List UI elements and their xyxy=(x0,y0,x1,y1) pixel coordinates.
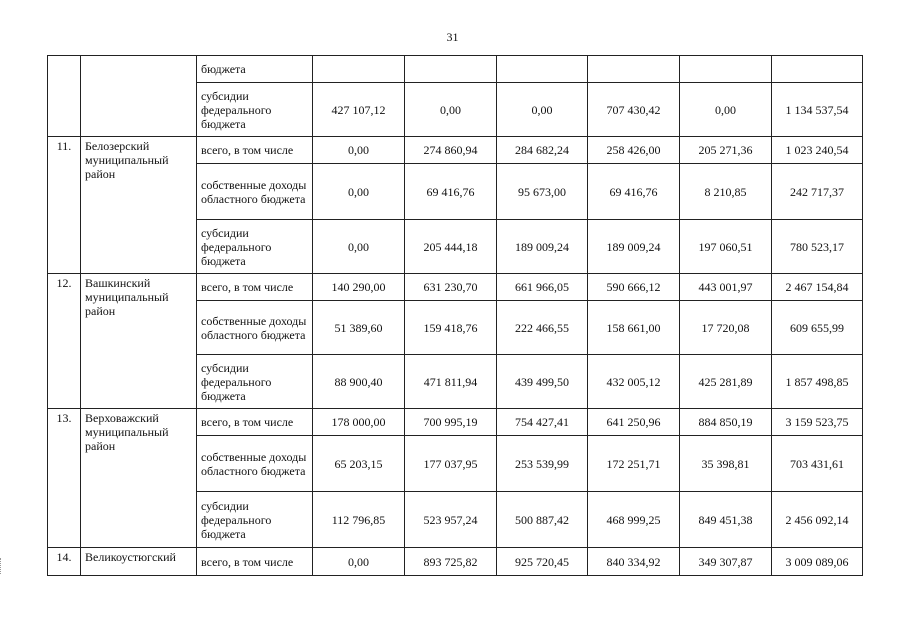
index-cell: 14. xyxy=(48,548,81,576)
value-cell: 112 796,85 xyxy=(313,492,405,548)
table-row xyxy=(48,274,863,301)
row-label: всего, в том числе xyxy=(197,274,313,301)
row-label: субсидии федерального бюджета xyxy=(197,355,313,409)
value-cell: 631 230,70 xyxy=(405,274,497,301)
row-label: собственные доходы областного бюджета xyxy=(197,436,313,492)
row-label: субсидии федерального бюджета xyxy=(197,492,313,548)
value-cell: 661 966,05 xyxy=(497,274,588,301)
table-row xyxy=(48,409,863,436)
value-cell: 1 134 537,54 xyxy=(772,83,863,137)
value-cell: 51 389,60 xyxy=(313,301,405,355)
value-cell: 0,00 xyxy=(313,548,405,576)
value-cell: 242 717,37 xyxy=(772,164,863,220)
empty-cell xyxy=(588,56,680,83)
value-cell: 8 210,85 xyxy=(680,164,772,220)
value-cell: 703 431,61 xyxy=(772,436,863,492)
value-cell: 443 001,97 xyxy=(680,274,772,301)
value-cell: 893 725,82 xyxy=(405,548,497,576)
table-row xyxy=(48,56,863,83)
row-label: субсидии федерального бюджета xyxy=(197,220,313,274)
empty-cell xyxy=(313,56,405,83)
value-cell: 197 060,51 xyxy=(680,220,772,274)
value-cell: 0,00 xyxy=(405,83,497,137)
value-cell: 590 666,12 xyxy=(588,274,680,301)
value-cell: 468 999,25 xyxy=(588,492,680,548)
value-cell: 0,00 xyxy=(497,83,588,137)
value-cell: 500 887,42 xyxy=(497,492,588,548)
value-cell: 258 426,00 xyxy=(588,137,680,164)
value-cell: 884 850,19 xyxy=(680,409,772,436)
value-cell: 222 466,55 xyxy=(497,301,588,355)
value-cell: 205 271,36 xyxy=(680,137,772,164)
value-cell: 2 456 092,14 xyxy=(772,492,863,548)
index-cell: 11. xyxy=(48,137,81,274)
row-label: собственные доходы областного бюджета xyxy=(197,301,313,355)
value-cell: 432 005,12 xyxy=(588,355,680,409)
value-cell: 0,00 xyxy=(313,164,405,220)
value-cell: 427 107,12 xyxy=(313,83,405,137)
value-cell: 754 427,41 xyxy=(497,409,588,436)
value-cell: 3 009 089,06 xyxy=(772,548,863,576)
value-cell: 65 203,15 xyxy=(313,436,405,492)
page-number: 31 xyxy=(446,30,459,44)
district-name-cell xyxy=(81,56,197,137)
value-cell: 609 655,99 xyxy=(772,301,863,355)
value-cell: 849 451,38 xyxy=(680,492,772,548)
row-label: бюджета xyxy=(197,56,313,83)
row-label: субсидии федерального бюджета xyxy=(197,83,313,137)
value-cell: 2 467 154,84 xyxy=(772,274,863,301)
index-cell: 13. xyxy=(48,409,81,548)
value-cell: 1 857 498,85 xyxy=(772,355,863,409)
row-label: всего, в том числе xyxy=(197,548,313,576)
value-cell: 641 250,96 xyxy=(588,409,680,436)
index-cell: 12. xyxy=(48,274,81,409)
value-cell: 177 037,95 xyxy=(405,436,497,492)
value-cell: 274 860,94 xyxy=(405,137,497,164)
value-cell: 780 523,17 xyxy=(772,220,863,274)
value-cell: 3 159 523,75 xyxy=(772,409,863,436)
row-label: собственные доходы областного бюджета xyxy=(197,164,313,220)
value-cell: 69 416,76 xyxy=(588,164,680,220)
empty-cell xyxy=(772,56,863,83)
value-cell: 69 416,76 xyxy=(405,164,497,220)
value-cell: 471 811,94 xyxy=(405,355,497,409)
empty-cell xyxy=(405,56,497,83)
empty-cell xyxy=(680,56,772,83)
value-cell: 189 009,24 xyxy=(497,220,588,274)
value-cell: 425 281,89 xyxy=(680,355,772,409)
value-cell: 158 661,00 xyxy=(588,301,680,355)
row-label: всего, в том числе xyxy=(197,409,313,436)
value-cell: 205 444,18 xyxy=(405,220,497,274)
value-cell: 284 682,24 xyxy=(497,137,588,164)
value-cell: 172 251,71 xyxy=(588,436,680,492)
value-cell: 140 290,00 xyxy=(313,274,405,301)
value-cell: 707 430,42 xyxy=(588,83,680,137)
value-cell: 349 307,87 xyxy=(680,548,772,576)
value-cell: 95 673,00 xyxy=(497,164,588,220)
table-row xyxy=(48,548,863,576)
district-name-cell: Вашкинский муниципальный район xyxy=(81,274,197,409)
value-cell: 0,00 xyxy=(680,83,772,137)
value-cell: 88 900,40 xyxy=(313,355,405,409)
district-name-cell: Верховажский муниципальный район xyxy=(81,409,197,548)
value-cell: 0,00 xyxy=(313,137,405,164)
value-cell: 1 023 240,54 xyxy=(772,137,863,164)
value-cell: 178 000,00 xyxy=(313,409,405,436)
value-cell: 159 418,76 xyxy=(405,301,497,355)
value-cell: 189 009,24 xyxy=(588,220,680,274)
district-name-cell: Белозерский муниципальный район xyxy=(81,137,197,274)
value-cell: 35 398,81 xyxy=(680,436,772,492)
value-cell: 925 720,45 xyxy=(497,548,588,576)
value-cell: 439 499,50 xyxy=(497,355,588,409)
scan-edge-mark xyxy=(0,558,5,574)
value-cell: 0,00 xyxy=(313,220,405,274)
value-cell: 840 334,92 xyxy=(588,548,680,576)
empty-cell xyxy=(497,56,588,83)
budget-table xyxy=(47,55,863,576)
index-cell xyxy=(48,56,81,137)
value-cell: 523 957,24 xyxy=(405,492,497,548)
value-cell: 700 995,19 xyxy=(405,409,497,436)
district-name-cell: Великоустюгский xyxy=(81,548,197,576)
value-cell: 17 720,08 xyxy=(680,301,772,355)
table-row xyxy=(48,137,863,164)
value-cell: 253 539,99 xyxy=(497,436,588,492)
row-label: всего, в том числе xyxy=(197,137,313,164)
